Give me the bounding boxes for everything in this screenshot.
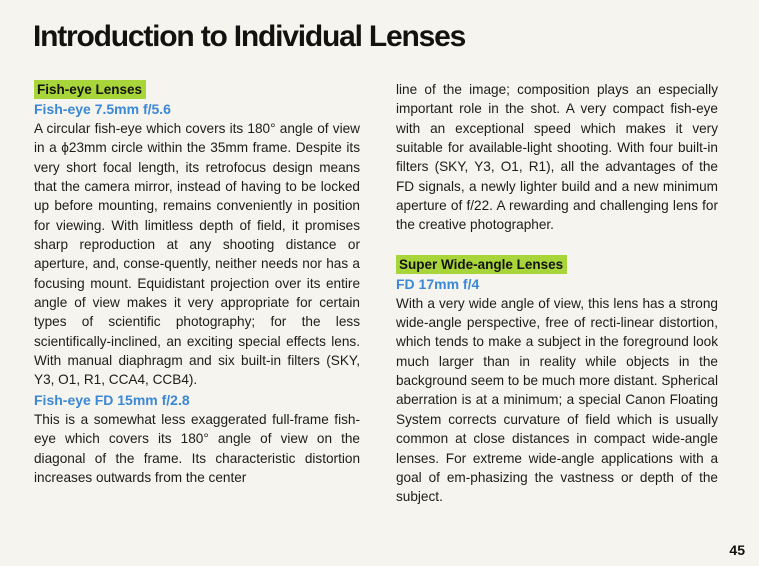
- section-spacer: [396, 235, 718, 255]
- page-number: 45: [729, 542, 745, 558]
- lens-heading-fd-17mm: FD 17mm f/4: [396, 275, 480, 292]
- section-tag-fisheye: [34, 80, 360, 99]
- lens-heading-fisheye-7-5mm: Fish-eye 7.5mm f/5.6: [34, 101, 171, 117]
- lens-heading-fisheye-fd-15mm: Fish-eye FD 15mm f/2.8: [34, 391, 190, 408]
- lens-description-fd-17mm: With a very wide angle of view, this lens has a strong wide-angle perspective, free of recti-linear distortion, which tends to make a subject in the foreground look much larger than in reality while objects in the background seem to be much more distant. Spherical aberration is at a minimum; a special Canon Floating System corrects curvature of field which is usually common at close distances in compact wide-angle lenses. For extreme wide-angle applications with a goal of em-phasizing the vastness or depth of the subject.: [396, 295, 718, 505]
- section-tag-label: Fish-eye Lenses: [34, 80, 146, 99]
- left-column: [34, 80, 360, 487]
- section-tag-super-wide: [396, 255, 718, 274]
- lens-description-fisheye-7-5mm: A circular fish-eye which covers its 180° angle of view in a ϕ23mm circle within the 35mm frame. Despite its very short focal length, its retrofocus design means that the camera mirror, instead of having to be locked up before mounting, remains conveniently in position for viewing. With limitless depth of field, it promises sharp reproduction at any shooting distance or aperture, and, conse-quently, neither needs nor has a focusing mount. Equidistant projection over its entire angle of view makes it very appropriate for certain types of scientific photography; for the less scientifically-inclined, an exciting special effects lens. With manual diaphragm and six built-in filters (SKY, Y3, O1, R1, CCA4, CCB4).: [34, 121, 360, 388]
- page-title: Introduction to Individual Lenses: [33, 20, 466, 53]
- right-column: [396, 80, 718, 507]
- lens-description-fisheye-fd-15mm: This is a somewhat less exaggerated full-frame fish-eye which covers its 180° angle of view on the diagonal of the frame. Its characteristic distortion increases outwards from the center: [34, 411, 360, 485]
- section-tag-label: Super Wide-angle Lenses: [396, 255, 567, 274]
- lens-description-continued: line of the image; composition plays an especially important role in the shot. A very compact fish-eye with an exceptional speed which makes it very suitable for available-light shooting. With four built-in filters (SKY, Y3, O1, R1), all the advantages of the FD signals, a newly lighter build and a new minimum aperture of f/22. A rewarding and challenging lens for the creative photographer.: [396, 82, 718, 233]
